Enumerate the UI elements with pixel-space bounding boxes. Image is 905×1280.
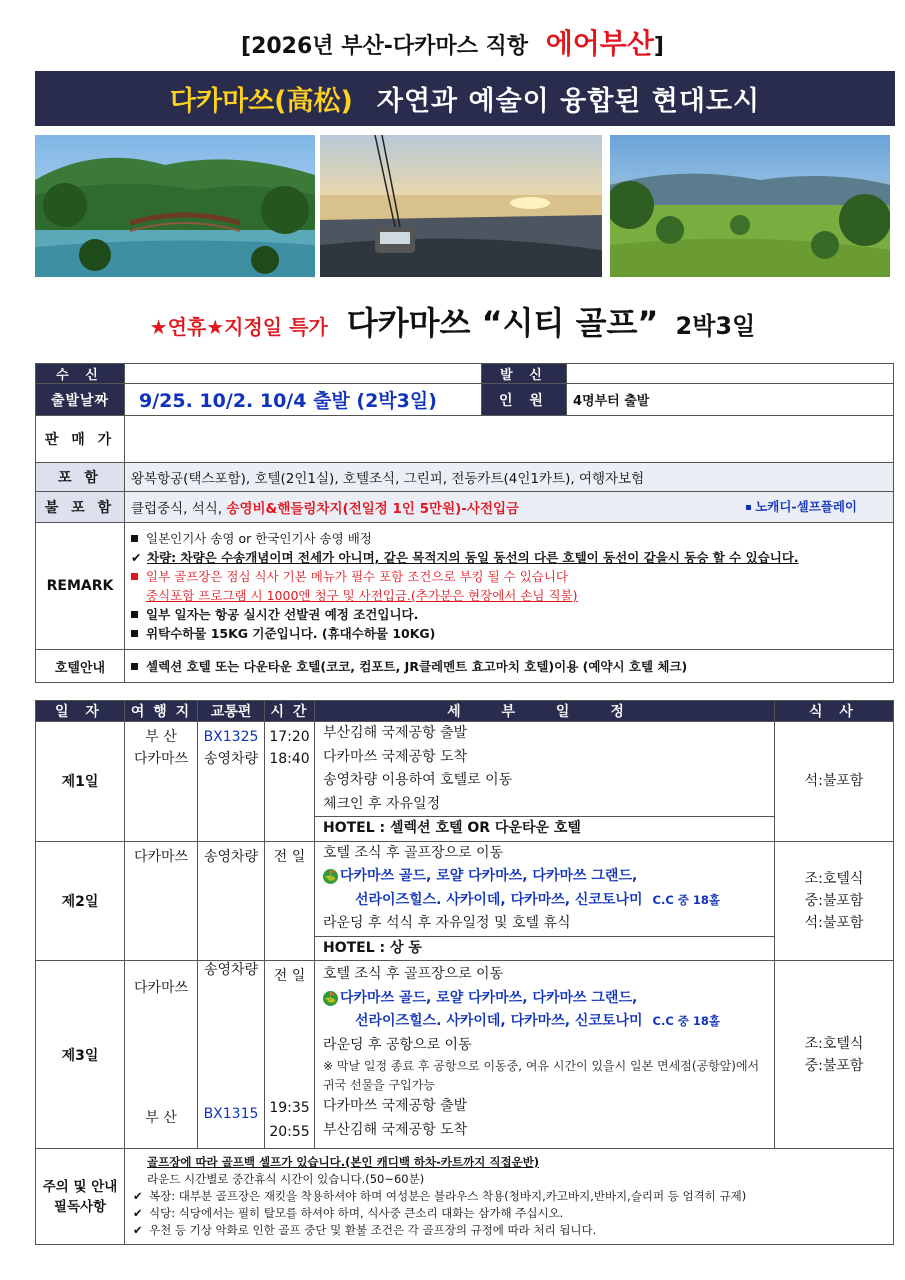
ropeway-photo	[320, 135, 602, 277]
day3-row	[36, 961, 894, 1149]
golf-course-photo	[610, 135, 890, 277]
day3-places: 다카마쓰 부 산	[125, 961, 198, 1149]
product-duration: 2박3일	[675, 312, 756, 340]
info-row-exclude	[36, 492, 894, 523]
check-icon: ✔	[131, 550, 142, 565]
no-caddie-note: 노캐디-셀프플레이	[755, 499, 857, 514]
remark-label: REMARK	[36, 523, 125, 650]
check-icon: ✔	[133, 1189, 143, 1203]
day1-hotel: HOTEL : 셀렉션 호텔 OR 다운타운 호텔	[315, 816, 774, 841]
city-banner	[35, 71, 895, 126]
day2-row	[36, 841, 894, 961]
duty-free-note: ※ 막날 일정 종료 후 공항으로 이동중, 여유 시간이 있을시 일본 면세점(공항앞)에서 귀국 선물을 구입가능	[323, 1059, 760, 1092]
info-table	[35, 363, 894, 683]
day2-transport: 송영차량	[198, 841, 265, 961]
exclude-value	[125, 492, 894, 523]
info-row-remark	[36, 523, 894, 650]
send-value	[567, 364, 894, 384]
col-time: 시 간	[265, 701, 315, 722]
document-title	[0, 22, 905, 62]
day3-times: 전 일 19:35 20:55	[265, 961, 315, 1149]
remark-item: 중식포함 프로그램 시 1000엔 청구 및 사전입금.(추가분은 현장에서 손님 직불)	[146, 588, 578, 603]
day3-transport: 송영차량 BX1315	[198, 961, 265, 1149]
day1-places: 부 산 다카마쓰	[125, 722, 198, 842]
departure-value: 9/25. 10/2. 10/4 출발 (2박3일)	[125, 384, 482, 416]
info-row-include	[36, 463, 894, 492]
exclude-side-note	[746, 497, 857, 515]
remark-item: 일본인기사 송영 or 한국인기사 송영 배정	[131, 529, 887, 548]
day1-itinerary: 부산김해 국제공항 출발 다카마쓰 국제공항 도착 송영차량 이용하여 호텔로 이동 체크인 후 자유일정 HOTEL : 셀렉션 호텔 OR 다운타운 호텔	[315, 722, 775, 842]
include-label: 포 함	[36, 463, 125, 492]
info-row-seller	[36, 416, 894, 463]
day1-times: 17:20 18:40	[265, 722, 315, 842]
title-suffix: ]	[653, 34, 664, 59]
remark-item: 위탁수하물 15KG 기준입니다. (휴대수하물 10KG)	[131, 624, 887, 643]
schedule-table	[35, 700, 894, 1245]
seller-label: 판 매 가	[36, 416, 125, 463]
banner-city: 다카마쓰(高松)	[169, 86, 353, 117]
day2-time: 전 일	[265, 841, 315, 961]
day2-itinerary: 호텔 조식 후 골프장으로 이동 ⛳ 다카마쓰 골드, 로얄 다카마쓰, 다카마쓰 그랜드, 선라이즈힐스. 사카이데, 다카마쓰, 신코토나미 C.C 중 18홀 라운딩 후 석식 후 자유일정 및 호텔 휴식 HOTEL : 상 동	[315, 841, 775, 961]
departure-label: 출발날짜	[36, 384, 125, 416]
day1-row	[36, 722, 894, 842]
check-icon: ✔	[133, 1223, 143, 1237]
info-row-receive-send	[36, 364, 894, 384]
airline-name: 에어부산	[545, 27, 654, 60]
hotel-label: 호텔안내	[36, 650, 125, 683]
product-name: 다카마쓰 “시티 골프”	[346, 304, 659, 342]
col-detail: 세 부 일 정	[315, 701, 775, 722]
schedule-header-row	[36, 701, 894, 722]
garden-bridge-photo	[35, 135, 315, 277]
hotel-value: 셀렉션 호텔 또는 다운타운 호텔(코코, 컴포트, JR클레멘트 효고마치 호텔)이용 (예약시 호텔 체크)	[125, 650, 894, 683]
info-row-departure	[36, 384, 894, 416]
exclude-plain: 클럽중식, 석식,	[131, 501, 227, 517]
caution-label: 주의 및 안내 필독사항	[36, 1149, 125, 1245]
day1-transport: BX1325 송영차량	[198, 722, 265, 842]
golf-icon: ⛳	[324, 871, 337, 882]
people-value: 4명부터 출발	[567, 384, 894, 416]
promo-heading	[0, 298, 905, 344]
golf-course-list: ⛳ 다카마쓰 골드, 로얄 다카마쓰, 다카마쓰 그랜드,	[324, 868, 638, 884]
banner-tagline: 자연과 예술이 융합된 현대도시	[376, 86, 761, 117]
remark-item: ✔ 차량: 차량은 수송개념이며 전세가 아니며, 같은 목적지의 동일 동선의 다른 호텔이 동선이 같을시 동승 할 수 있습니다.	[131, 550, 799, 565]
day2-place: 다카마쓰	[125, 841, 198, 961]
remark-item: 일부 골프장은 점심 식사 기본 메뉴가 필수 포함 조건으로 부킹 될 수 있습니다	[131, 567, 887, 586]
receive-value	[125, 364, 482, 384]
col-transport: 교통편	[198, 701, 265, 722]
col-day: 일 자	[36, 701, 125, 722]
exclude-label: 불 포 함	[36, 492, 125, 523]
remark-cell	[125, 523, 894, 650]
day3-itinerary: 호텔 조식 후 골프장으로 이동 ⛳ 다카마쓰 골드, 로얄 다카마쓰, 다카마쓰 그랜드, 선라이즈힐스. 사카이데, 다카마쓰, 신코토나미 C.C 중 18홀 라운딩 후 공항으로 이동 ※ 막날 일정 종료 후 공항으로 이동중, 여유 시간이 있을시 일본 면세점(공항앞)에서 귀국 선물을 구입가능 다카마쓰 국제공항 출발 부산김해 국제공항 도착	[315, 961, 775, 1149]
check-icon: ✔	[133, 1206, 143, 1220]
col-meal: 식 사	[775, 701, 894, 722]
exclude-red-note: 송영비&핸들링차지(전일정 1인 5만원)-사전입금	[226, 501, 520, 517]
day3-label: 제3일	[36, 961, 125, 1149]
send-label: 발 신	[482, 364, 567, 384]
day2-meals: 조:호텔식 중:불포함 석:불포함	[775, 841, 894, 961]
day1-label: 제1일	[36, 722, 125, 842]
caution-row	[36, 1149, 894, 1245]
promo-tag: ★연휴★지정일 특가	[149, 315, 328, 339]
caution-list: 골프장에 따라 골프백 셀프가 있습니다.(본인 캐디백 하차-카트까지 직접운반) 라운드 시간별로 중간휴식 시간이 있습니다.(50~60분) ✔ 복장: 대부분 골프장은 재킷을 착용하셔야 하며 여성분은 블라우스 착용(청바지,카고바지,반바지,슬리퍼 등 엄격히 규제) ✔ 식당: 식당에서는 필히 탈모를 하셔야 하며, 식사중 큰소리 대화는 삼가해 주십시오. ✔ 우천 등 기상 악화로 인한 골프 중단 및 환불 조건은 각 골프장의 규정에 따라 처리 됩니다.	[125, 1149, 894, 1245]
info-row-hotel	[36, 650, 894, 683]
include-value: 왕복항공(택스포함), 호텔(2인1실), 호텔조식, 그린피, 전동카트(4인1카트), 여행자보험	[125, 463, 894, 492]
day2-hotel: HOTEL : 상 동	[315, 936, 774, 961]
receive-label: 수 신	[36, 364, 125, 384]
golf-icon: ⛳	[324, 992, 337, 1004]
col-place: 여 행 지	[125, 701, 198, 722]
remark-item: 일부 일자는 항공 실시간 선발권 예정 조건입니다.	[131, 605, 887, 624]
title-prefix: [2026년 부산-다카마스 직항	[241, 34, 529, 59]
people-label: 인 원	[482, 384, 567, 416]
day1-meals: 석:불포함	[775, 722, 894, 842]
day3-meals: 조:호텔식 중:불포함	[775, 961, 894, 1149]
remark-list	[125, 526, 893, 646]
day2-label: 제2일	[36, 841, 125, 961]
seller-value	[125, 416, 894, 463]
